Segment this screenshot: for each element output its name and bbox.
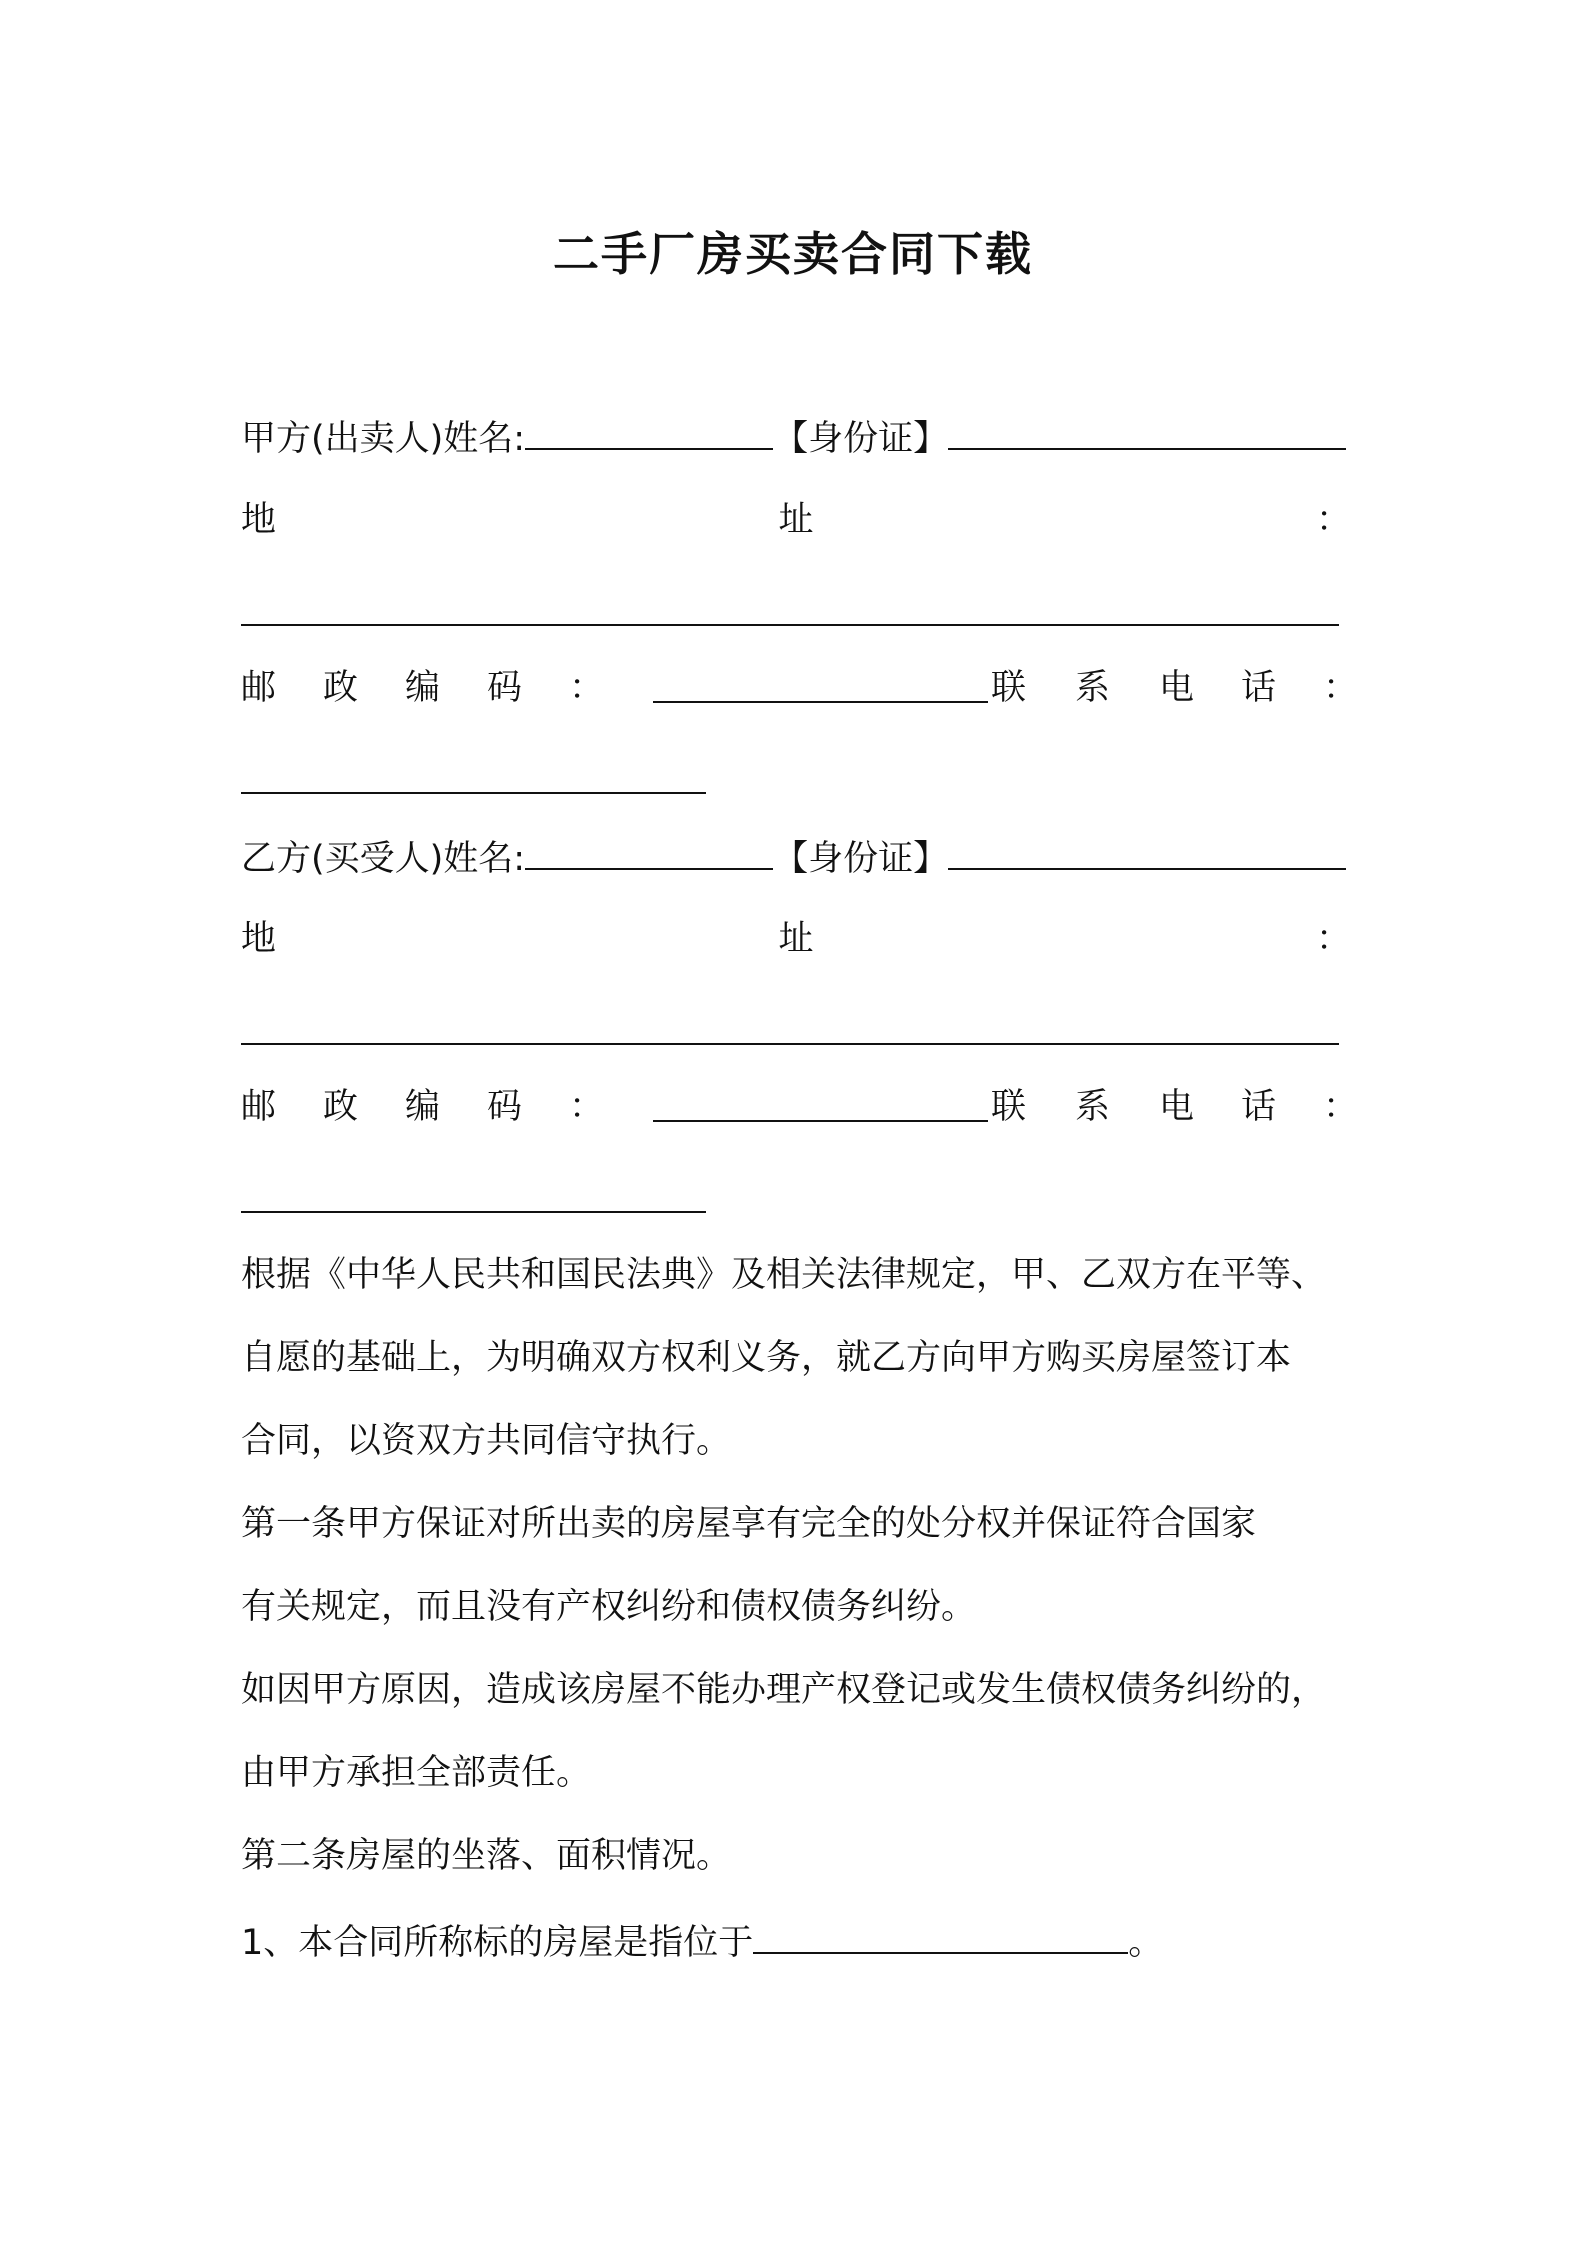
paragraph-line: 合同，以资双方共同信守执行。 xyxy=(241,1421,732,1461)
party-a-phone-char: 联 xyxy=(991,668,1027,708)
clause-1-row xyxy=(241,1914,1351,1968)
party-b-phone-char: 电 xyxy=(1159,1087,1195,1127)
page-title: 二手厂房买卖合同下载 xyxy=(553,227,1033,281)
party-a-phone-line[interactable] xyxy=(241,746,1351,794)
party-b-id-blank[interactable] xyxy=(948,830,1346,870)
party-b-phone-char: 话 xyxy=(1241,1087,1277,1127)
article-2-heading: 第二条房屋的坐落、面积情况。 xyxy=(241,1836,732,1876)
party-a-address-colon: ： xyxy=(1315,500,1351,540)
article-1-line: 有关规定，而且没有产权纠纷和债权债务纠纷。 xyxy=(241,1587,977,1627)
party-b-postal-blank[interactable] xyxy=(653,1082,988,1122)
party-b-address-colon: ： xyxy=(1315,919,1351,959)
party-a-phone-char: 话 xyxy=(1241,668,1277,708)
party-b-address-line[interactable] xyxy=(241,997,1351,1045)
party-a-postal-colon: ： xyxy=(569,668,605,708)
paragraph-line: 由甲方承担全部责任。 xyxy=(241,1753,592,1793)
paragraph-line: 根据《中华人民共和国民法典》及相关法律规定，甲、乙双方在平等、 xyxy=(241,1255,1327,1295)
party-b-phone-colon: ： xyxy=(1323,1087,1359,1127)
party-b-name-label: 乙方(买受人)姓名: xyxy=(241,839,526,879)
party-a-address-row xyxy=(241,495,1351,545)
clause-1-text: 1、本合同所称标的房屋是指位于 xyxy=(241,1923,754,1963)
party-a-address-char: 址 xyxy=(778,500,814,540)
party-b-postal-colon: ： xyxy=(569,1087,605,1127)
party-a-address-char: 地 xyxy=(241,500,277,540)
clause-1-end: 。 xyxy=(1128,1923,1164,1963)
party-a-postal-char: 编 xyxy=(405,668,441,708)
party-a-postal-blank[interactable] xyxy=(653,663,988,703)
party-a-postal-char: 政 xyxy=(323,668,359,708)
party-a-phone-char: 系 xyxy=(1075,668,1111,708)
clause-1-location-blank[interactable] xyxy=(753,1914,1128,1954)
party-a-id-label: 【身份证】 xyxy=(773,419,949,459)
party-a-address-line[interactable] xyxy=(241,578,1351,626)
party-a-name-label: 甲方(出卖人)姓名: xyxy=(241,419,526,459)
article-1-line: 第一条甲方保证对所出卖的房屋享有完全的处分权并保证符合国家 xyxy=(241,1504,1257,1544)
party-b-id-label: 【身份证】 xyxy=(773,839,949,879)
party-a-phone-colon: ： xyxy=(1323,668,1359,708)
party-b-postal-char: 编 xyxy=(405,1087,441,1127)
party-b-phone-char: 系 xyxy=(1075,1087,1111,1127)
party-a-name-blank[interactable] xyxy=(525,410,773,450)
party-b-address-char: 地 xyxy=(241,919,277,959)
party-b-postal-char: 邮 xyxy=(241,1087,277,1127)
party-b-postal-char: 码 xyxy=(487,1087,523,1127)
paragraph-line: 如因甲方原因，造成该房屋不能办理产权登记或发生债权债务纠纷的， xyxy=(241,1670,1327,1710)
party-b-address-row xyxy=(241,914,1351,964)
party-b-name-row xyxy=(241,830,1351,884)
party-b-phone-char: 联 xyxy=(991,1087,1027,1127)
party-a-phone-char: 电 xyxy=(1159,668,1195,708)
party-a-name-row xyxy=(241,410,1351,464)
party-b-address-char: 址 xyxy=(778,919,814,959)
party-a-postal-char: 码 xyxy=(487,668,523,708)
party-a-postal-char: 邮 xyxy=(241,668,277,708)
paragraph-line: 自愿的基础上，为明确双方权利义务，就乙方向甲方购买房屋签订本 xyxy=(241,1338,1292,1378)
party-b-postal-char: 政 xyxy=(323,1087,359,1127)
party-b-phone-line[interactable] xyxy=(241,1165,1351,1213)
party-b-name-blank[interactable] xyxy=(525,830,773,870)
party-a-id-blank[interactable] xyxy=(948,410,1346,450)
